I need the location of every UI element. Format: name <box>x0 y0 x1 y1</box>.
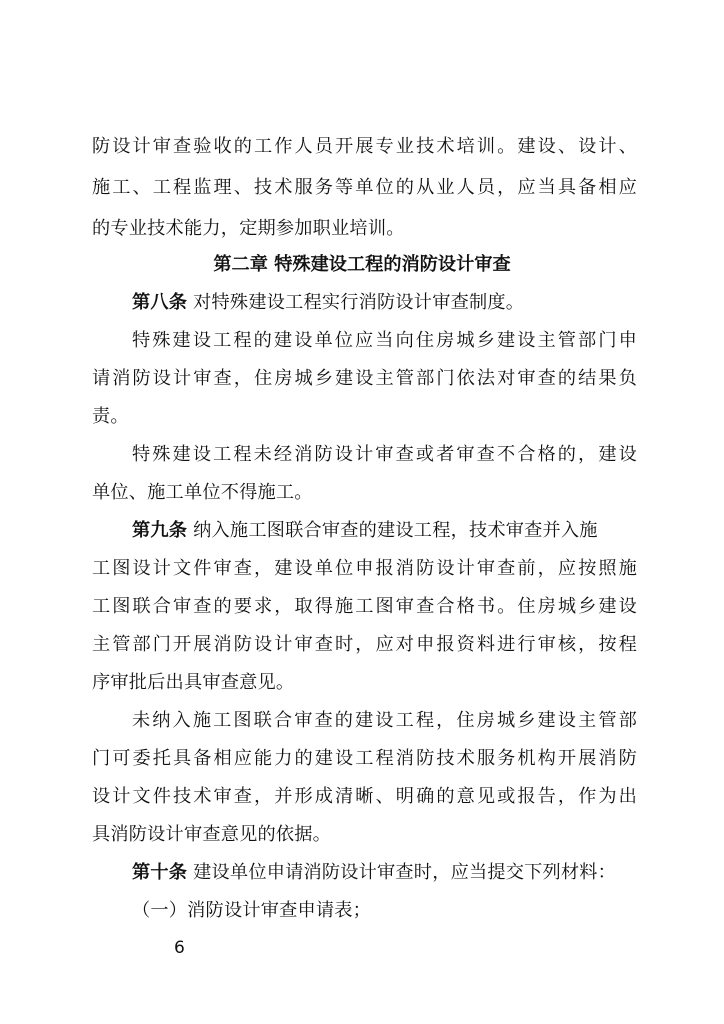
article-8-label: 第八条 <box>132 292 188 313</box>
body-line: 未纳入施工图联合审查的建设工程，住房城乡建设主管部 <box>132 710 637 731</box>
article-10-text: 建设单位申请消防设计审查时，应当提交下列材料： <box>193 862 617 883</box>
list-item: （一）消防设计审查申请表； <box>132 900 372 921</box>
article-8-text: 对特殊建设工程实行消防设计审查制度。 <box>193 292 525 313</box>
page-number: 6 <box>174 938 185 958</box>
chapter-heading: 第二章 特殊建设工程的消防设计审查 <box>213 254 511 275</box>
body-line: 主管部门开展消防设计审查时，应对申报资料进行审核，按程 <box>92 634 637 655</box>
article-9-line <box>132 516 637 546</box>
article-8-line <box>132 288 637 318</box>
article-9-label: 第九条 <box>132 520 188 541</box>
article-9-text: 纳入施工图联合审查的建设工程，技术审查并入施 <box>193 520 598 541</box>
body-line: 工图设计文件审查，建设单位申报消防设计审查前，应按照施 <box>92 558 637 579</box>
article-10-line <box>132 858 637 888</box>
body-line: 特殊建设工程的建设单位应当向住房城乡建设主管部门申 <box>132 330 637 351</box>
body-line: 工图联合审查的要求，取得施工图审查合格书。住房城乡建设 <box>92 596 637 617</box>
body-line: 责。 <box>92 406 129 427</box>
body-line: 门可委托具备相应能力的建设工程消防技术服务机构开展消防 <box>92 748 637 769</box>
body-line: 单位、施工单位不得施工。 <box>92 482 313 503</box>
body-line: 序审批后出具审查意见。 <box>92 672 295 693</box>
body-line: 特殊建设工程未经消防设计审查或者审查不合格的，建设 <box>132 444 637 465</box>
body-line: 防设计审查验收的工作人员开展专业技术培训。建设、设计、 <box>92 136 637 157</box>
body-line: 请消防设计审查，住房城乡建设主管部门依法对审查的结果负 <box>92 368 637 389</box>
article-10-label: 第十条 <box>132 862 188 883</box>
body-line: 设计文件技术审查，并形成清晰、明确的意见或报告，作为出 <box>92 786 637 807</box>
body-line: 的专业技术能力，定期参加职业培训。 <box>92 218 405 239</box>
body-line: 具消防设计审查意见的依据。 <box>92 824 332 845</box>
body-line: 施工、工程监理、技术服务等单位的从业人员，应当具备相应 <box>92 177 637 198</box>
